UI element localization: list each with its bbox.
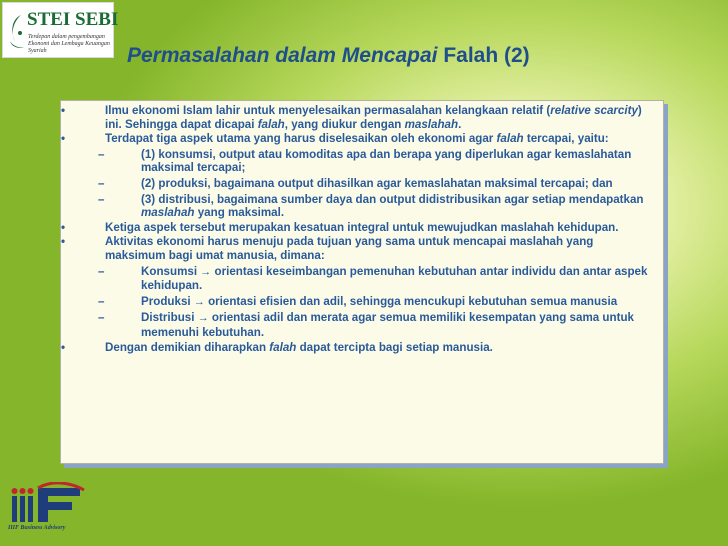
arrow-icon: → [200, 265, 212, 278]
text-run: Dengan demikian diharapkan [105, 340, 270, 354]
iiif-mark-icon [8, 482, 94, 526]
text-run: Konsumsi [141, 264, 198, 278]
logo-title: STEI SEBI [27, 9, 119, 30]
sub-bullet-item: – (1) konsumsi, output atau komoditas apa dan berapa yang diperlukan agar kemaslahatan maksimal tercapai; [61, 148, 663, 175]
logo-subtitle: Terdepan dalam pengembangan Ekonomi dan Lembaga Keuangan Syariah [28, 34, 110, 54]
arrow-icon: → [193, 295, 205, 308]
arrow-icon: → [197, 312, 209, 325]
text-run: ) ini. Sehingga dapat dicapai [105, 104, 642, 131]
text-run: , yang diukur dengan [284, 117, 405, 131]
text-run: yang maksimal. [194, 206, 285, 220]
bullet-list [61, 101, 663, 354]
sub-bullet-item [61, 295, 663, 310]
text-run: Ilmu ekonomi Islam lahir untuk menyelesaikan permasalahan kelangkaan relatif ( [105, 104, 551, 117]
bullet-item [61, 341, 663, 355]
iiif-caption: IIIF Business Advisory [8, 525, 66, 531]
italic-run: falah [496, 132, 524, 146]
text-run: orientasi adil dan merata agar semua memiliki kesempatan yang sama untuk memenuhi kebutuhan. [141, 311, 634, 339]
sub-bullet-item [61, 193, 663, 220]
content-box [60, 100, 664, 464]
bullet-item: • Ketiga aspek tersebut merupakan kesatuan integral untuk mewujudkan maslahah kehidupan. [61, 221, 663, 235]
italic-run: maslahah [404, 117, 459, 131]
bullet-item [61, 104, 663, 131]
iiif-logo [8, 482, 94, 538]
slide-title-rest: Falah (2) [437, 44, 530, 67]
italic-run: relative scarcity [550, 104, 638, 117]
crescent-logo-icon [6, 11, 28, 53]
text-run: orientasi efisien dan adil, sehingga mencukupi kebutuhan semua manusia [204, 294, 618, 308]
sub-bullet-item [61, 311, 663, 339]
slide-title-italic: Permasalahan dalam Mencapai [127, 44, 438, 67]
italic-run: falah [269, 340, 297, 354]
italic-run: falah [257, 117, 285, 131]
slide-title [127, 44, 530, 68]
bullet-item [61, 132, 663, 146]
text-run: Distribusi [141, 311, 195, 325]
text-run: (3) distribusi, bagaimana sumber daya dan output didistribusikan agar setiap mendapatkan [141, 192, 644, 206]
text-run: Terdapat tiga aspek utama yang harus diselesaikan oleh ekonomi agar [105, 132, 497, 146]
text-run: Produksi [141, 294, 191, 308]
sub-bullet-item: – (2) produksi, bagaimana output dihasilkan agar kemaslahatan maksimal tercapai; dan [61, 177, 663, 191]
sub-bullet-item [61, 265, 663, 293]
italic-run: maslahah [141, 206, 195, 220]
text-run: . [458, 117, 462, 131]
stei-sebi-logo [2, 2, 119, 58]
text-run: dapat tercipta bagi setiap manusia. [296, 340, 493, 354]
text-run: orientasi keseimbangan pemenuhan kebutuhan antar individu dan antar aspek kehidupan. [141, 264, 648, 293]
text-run: tercapai, yaitu: [523, 132, 609, 146]
bullet-item: • Aktivitas ekonomi harus menuju pada tujuan yang sama untuk mencapai maslahah yang maksimum bagi umat manusia, dimana: [61, 235, 663, 262]
